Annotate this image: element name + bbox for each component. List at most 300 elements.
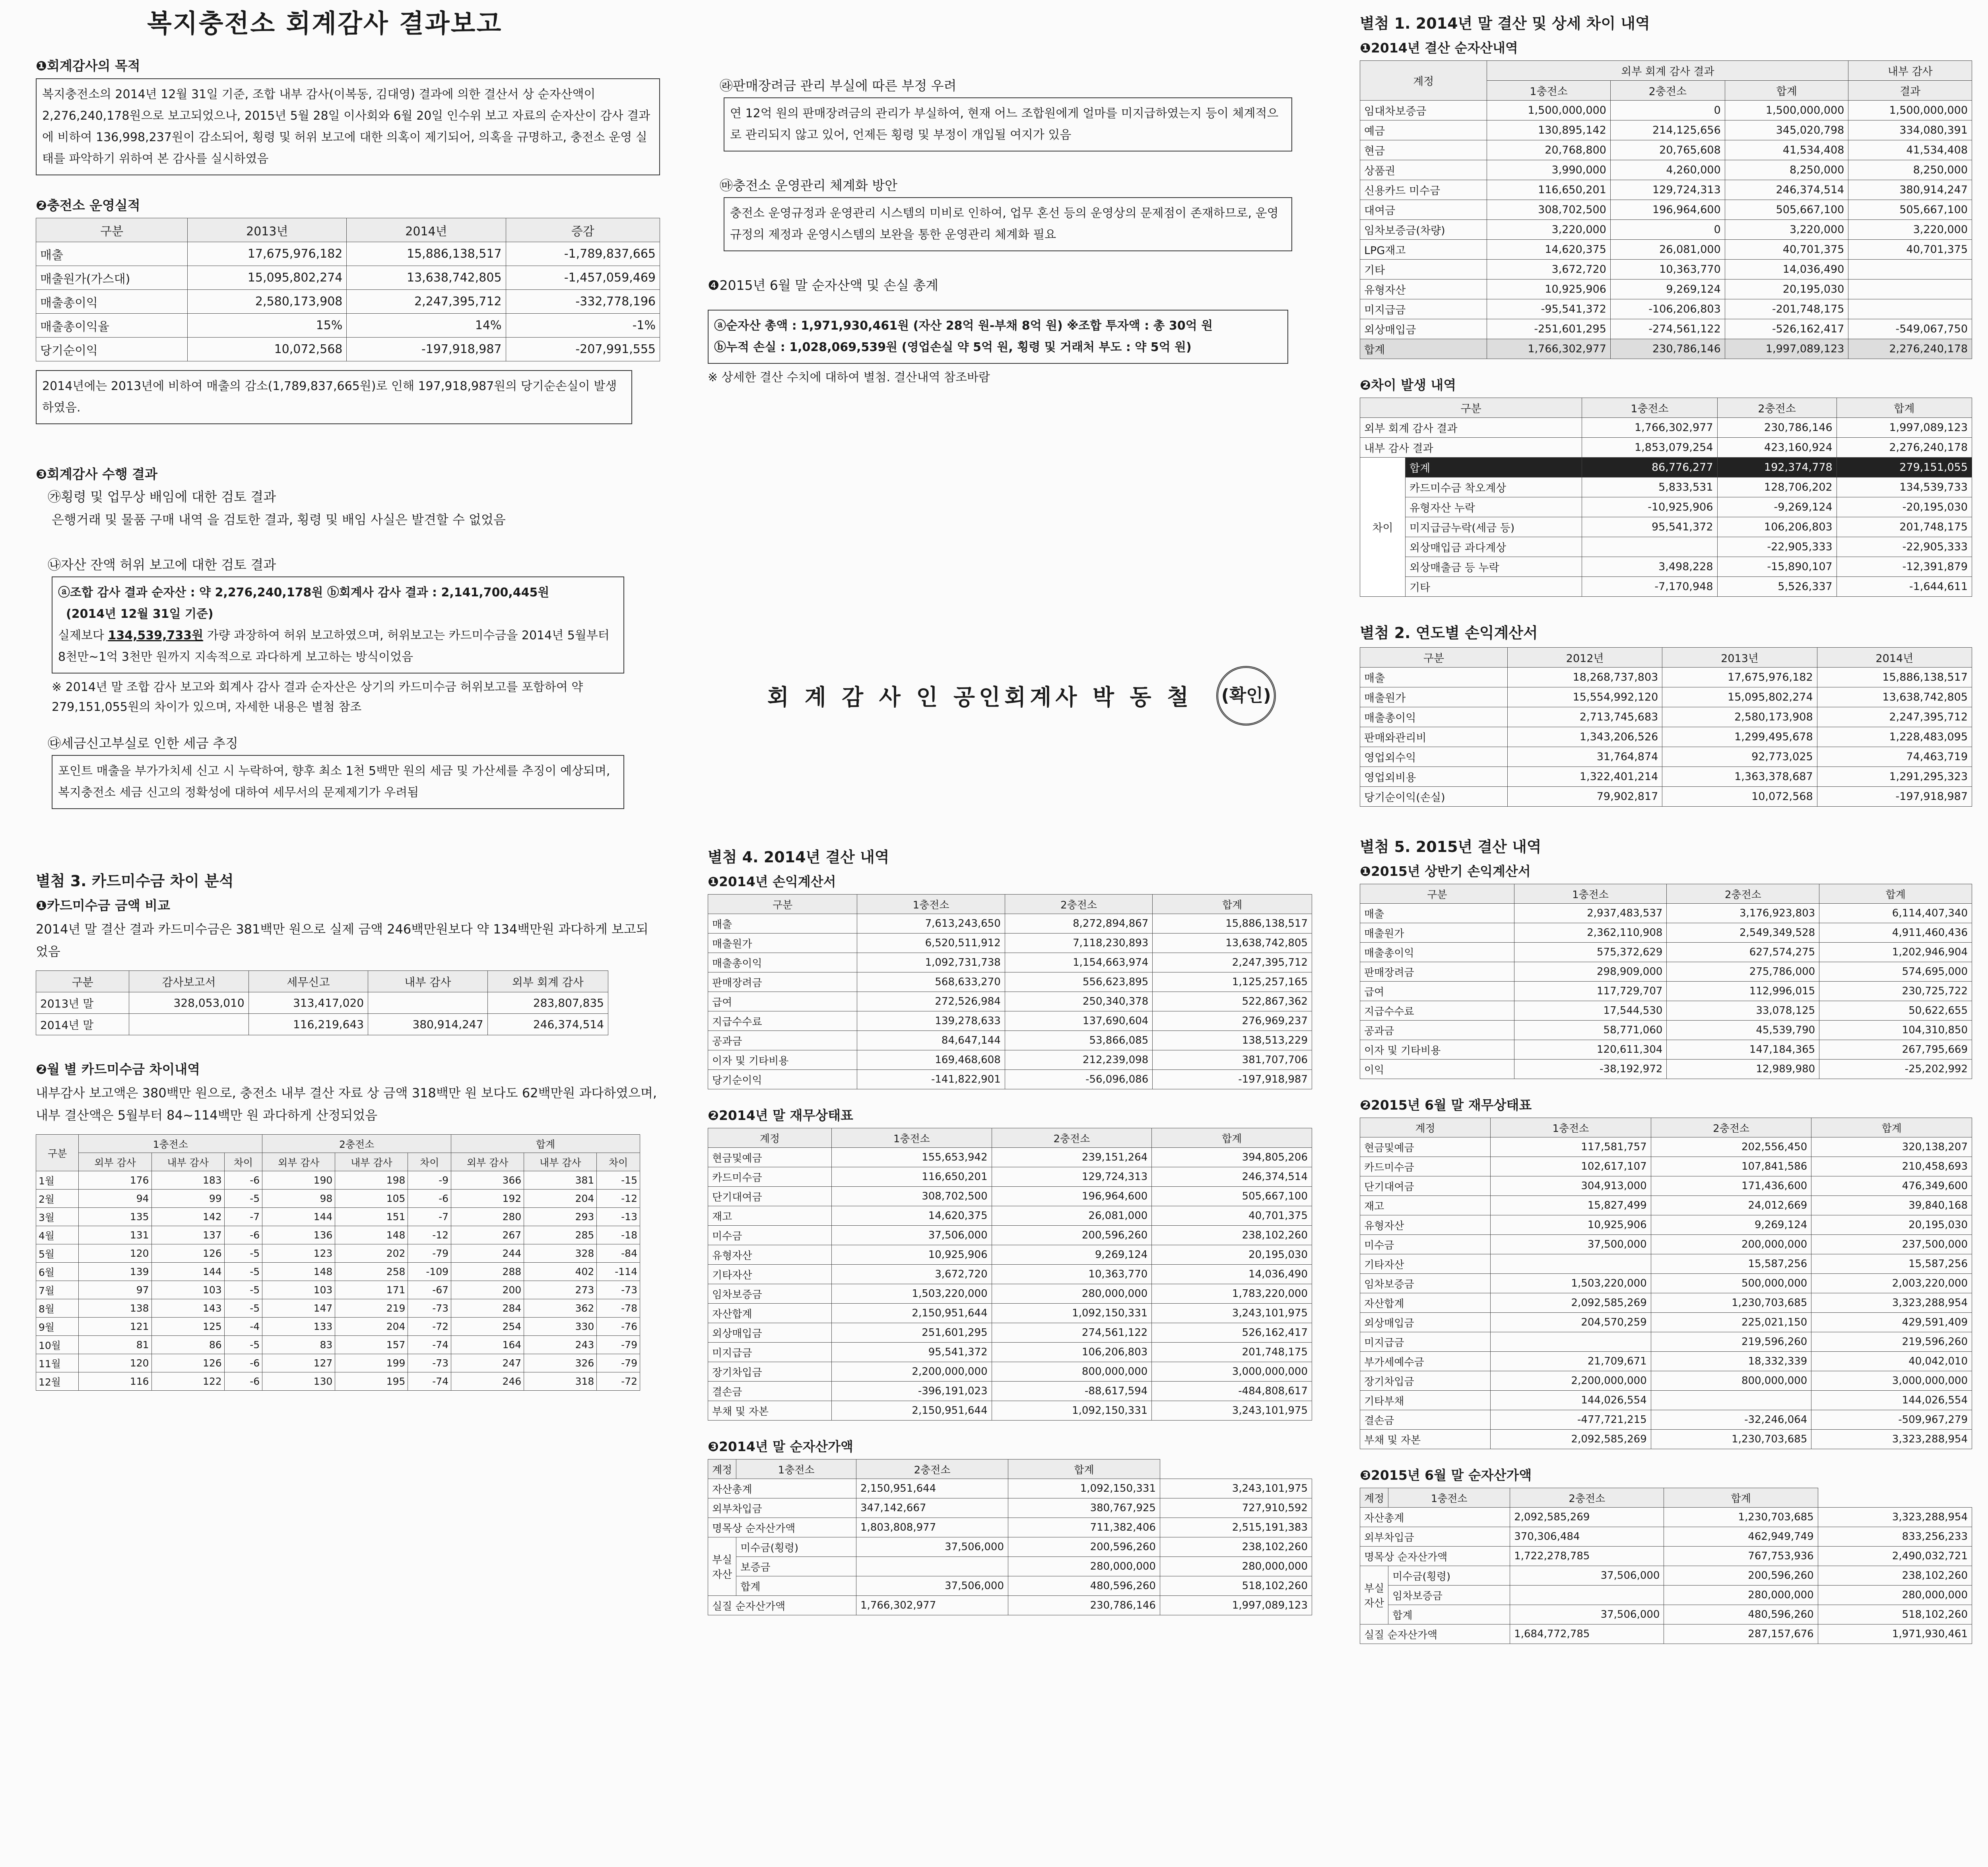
table-cell: 매출총이익율 [36,314,188,338]
table-cell: 8,250,000 [1848,160,1972,180]
table-row [708,1401,1312,1421]
table-row [1360,180,1972,200]
table-cell: 522,867,362 [1153,992,1312,1011]
table-row [36,1208,640,1226]
column-header: 외부 감사 [262,1153,335,1171]
table-cell: -6 [224,1372,262,1391]
table-cell: 134,539,733 [1837,477,1972,497]
table-cell: 1,500,000,000 [1848,101,1972,120]
table-cell: -67 [408,1281,451,1299]
table-cell: 81 [79,1336,151,1354]
table-cell: 196,964,600 [1610,200,1725,220]
table-cell: 190 [262,1171,335,1190]
table-cell: 2,580,173,908 [188,290,347,314]
table-row [36,1014,608,1035]
table-cell: -22,905,333 [1717,537,1837,557]
table-cell: 40,042,010 [1811,1352,1972,1371]
table-cell: 2,276,240,178 [1848,339,1972,359]
table-cell: 3,672,720 [831,1265,992,1284]
table-cell: 합계 [1360,339,1487,359]
table-cell: -20,195,030 [1837,497,1972,517]
table-cell: 280 [451,1208,524,1226]
right-column [1360,0,1972,1644]
section2-note: 2014년에는 2013년에 비하여 매출의 감소(1,789,837,665원)로 인해 197,918,987원의 당기순손실이 발생하였음. [36,370,632,424]
att1-t1-title: ❶2014년 결산 순자산내역 [1360,40,1518,56]
section4-box [708,310,1288,364]
table-cell: 1,997,089,123 [1837,418,1972,438]
table-cell: 574,695,000 [1819,962,1972,982]
table-cell: 37,506,000 [1510,1566,1664,1586]
table-cell: 144,026,554 [1811,1391,1972,1410]
table-cell: 보증금 [736,1557,856,1576]
table-cell: 37,506,000 [856,1537,1008,1557]
middle-column [708,0,1320,1615]
table-row [708,1537,1312,1557]
section4-heading: ❹2015년 6월 말 순자산액 및 손실 총계 [708,278,939,293]
left-column [36,0,660,1391]
table-cell: 273 [524,1281,597,1299]
table-cell: -15 [597,1171,640,1190]
table-cell [1848,279,1972,299]
table-cell: 40,701,375 [1848,240,1972,260]
table-cell: 재고 [708,1206,832,1226]
table-cell: 275,786,000 [1667,962,1819,982]
table-cell: 195 [335,1372,408,1391]
table-cell: 246,374,514 [1725,180,1848,200]
column-header: 1충전소 [831,1128,992,1148]
table-cell: 1,125,257,165 [1153,972,1312,992]
table-cell: -332,778,196 [506,290,660,314]
table-cell: 328,053,010 [129,992,248,1014]
table-cell: 201,748,175 [1152,1343,1312,1362]
table-cell: 1,803,808,977 [856,1518,1008,1537]
table-cell: 0 [1610,101,1725,120]
table-cell: -274,561,122 [1610,319,1725,339]
table-row [1360,1254,1972,1274]
table-cell: 272,526,984 [857,992,1005,1011]
table-cell: 판매와관리비 [1360,727,1508,747]
section3e-title: ㉲충전소 운영관리 체계화 방안 [720,178,898,193]
table-cell: 37,500,000 [1491,1235,1651,1254]
table-cell: 219,596,260 [1651,1332,1811,1352]
column-header: 외부 감사 [451,1153,524,1171]
table-cell: 상품권 [1360,160,1487,180]
table-cell: 3,672,720 [1487,260,1611,279]
table-cell: 1,684,772,785 [1510,1624,1664,1644]
table-row [1360,1157,1972,1176]
table-cell [368,992,487,1014]
table-row [36,1226,640,1244]
section3a-body: 은행거래 및 물품 구매 내역 을 검토한 결과, 횡령 및 배임 사실은 발견할 수 없었음 [52,512,506,527]
table-cell: 244 [451,1244,524,1263]
table-cell: 급여 [1360,982,1514,1001]
table-cell: 2,580,173,908 [1662,707,1817,727]
table-cell: 8,250,000 [1725,160,1848,180]
table-row [1360,557,1972,577]
section3d-title: ㉱판매장려금 관리 부실에 따른 부정 우려 [720,78,957,93]
table-cell: -95,541,372 [1487,299,1611,319]
column-header: 내부 감사 [335,1153,408,1171]
table-cell: 18,268,737,803 [1508,668,1662,687]
table-cell: 230,786,146 [1717,418,1837,438]
table-cell: 204 [524,1190,597,1208]
table-cell: 1월 [36,1171,79,1190]
table-cell: 매출총이익 [36,290,188,314]
table-cell: 1,997,089,123 [1160,1596,1312,1615]
column-header: 1충전소 [857,895,1005,914]
table-cell: 117,581,757 [1491,1137,1651,1157]
table-cell: 미지급금누락(세금 등) [1405,517,1582,537]
att4-t2-title: ❷2014년 말 재무상태표 [708,1108,853,1123]
table-cell: 15,827,499 [1491,1196,1651,1215]
table-cell: 247 [451,1354,524,1372]
table-row [1360,982,1972,1001]
column-header: 외부 감사 [79,1153,151,1171]
table-cell: -13 [597,1208,640,1226]
report-title: 복지충전소 회계감사 결과보고 [147,9,503,39]
att5-t2-title: ❷2015년 6월 말 재무상태표 [1360,1097,1532,1113]
table-cell: 4,911,460,436 [1819,923,1972,943]
table-cell: 합계 [1388,1605,1510,1624]
net-assets-detail-table: 계정 외부 회계 감사 결과 내부 감사 1충전소 2충전소 합계 결과 임대차보증금 1,500,000,000 0 1,500,000,000 1,500,000,000 예금 130,895,142 214,125,656 345,020,798 334,080,391 현금 20,768,800 20,765,608 41,534,408 41,534,408 상품권 3,990,000 4,260,000 8,250,000 8,250,000 신용카드 미수금 116,650,201 129,724,313 246,374,514 380,914,247 대여금 308,702,500 196,964,600 505,667,100 505,667,100 임차보증금(차량) 3,220,000 0 3,220,000 3,220,000 LPG재고 14,620,375 26,081,000 40,701,375 40,701,375 기타 3,672,720 10,363,770 14,036,490 유형자산 10,925,906 9,269,124 20,195,030 미지급금 -95,541,372 -106,206,803 -201,748,175 외상매입금 -251,601,295 -274,561,122 -526,162,417 -549,067,750 합계 1,766,302,977 230,786,146 1,997,089,123 2,276,240,178 [1360,60,1972,359]
table-cell: 293 [524,1208,597,1226]
table-cell: 1,154,663,974 [1005,953,1153,972]
table-cell: 37,506,000 [831,1226,992,1245]
table-cell: 201,748,175 [1837,517,1972,537]
table-row [708,1070,1312,1089]
table-cell: 1,230,703,685 [1651,1293,1811,1313]
column-header: 1충전소 [1491,1118,1651,1137]
table-cell: 274,561,122 [992,1323,1152,1343]
column-header: 2충전소 [1667,884,1819,904]
auditor-name: 회 계 감 사 인 공인회계사 박 동 철 [767,685,1193,710]
table-cell: 320,138,207 [1811,1137,1972,1157]
table-cell: 3,323,288,954 [1811,1430,1972,1449]
table-cell: 148 [335,1226,408,1244]
table-cell: 2,200,000,000 [1491,1371,1651,1391]
table-cell: 15,587,256 [1651,1254,1811,1274]
table-cell: -88,617,594 [992,1382,1152,1401]
att1-heading: 별첨 1. 2014년 말 결산 및 상세 차이 내역 [1360,15,1650,32]
table-cell: 1,766,302,977 [1487,339,1611,359]
table-cell: 1,997,089,123 [1725,339,1848,359]
section3b-title: ㉯자산 잔액 허위 보고에 대한 검토 결과 [48,557,276,573]
table-cell: 3,243,101,975 [1152,1304,1312,1323]
table-cell: 116,219,643 [248,1014,368,1035]
section4-line1: ⓐ순자산 총액 : 1,971,930,461원 (자산 28억 원-부채 8억 원) ※조합 투자액 : 총 30억 원 [714,319,1213,333]
table-cell: 실질 순자산가액 [1360,1624,1510,1644]
table-cell: 33,078,125 [1667,1001,1819,1021]
table-cell: 200,596,260 [992,1226,1152,1245]
table-cell: 결손금 [708,1382,832,1401]
table-cell: 94 [79,1190,151,1208]
column-header: 2012년 [1508,648,1662,668]
table-cell: 104,310,850 [1819,1021,1972,1040]
table-row [1360,1410,1972,1430]
column-header: 구분 [36,218,188,242]
table-cell: -114 [597,1263,640,1281]
table-row [1360,787,1972,807]
table-cell: -197,918,987 [347,338,506,361]
table-cell: 10월 [36,1336,79,1354]
table-cell: 37,506,000 [856,1576,1008,1596]
income-2014-table [708,894,1312,1089]
table-cell: 20,765,608 [1610,140,1725,160]
column-header: 2충전소 [1005,895,1153,914]
table-cell: 526,162,417 [1152,1323,1312,1343]
table-cell: 136 [262,1226,335,1244]
table-cell: -7 [224,1208,262,1226]
table-cell: 합계 [1405,458,1582,477]
table-cell: 영업외수익 [1360,747,1508,767]
table-cell: 2,247,395,712 [347,290,506,314]
table-cell: 210,458,693 [1811,1157,1972,1176]
table-row [1360,1137,1972,1157]
column-header: 구분 [1360,648,1508,668]
table-cell: 394,805,206 [1152,1148,1312,1167]
table-cell: 86 [151,1336,224,1354]
column-header: 합계 [1153,895,1312,914]
table-cell: 14,620,375 [831,1206,992,1226]
table-row [1360,537,1972,557]
table-cell: -84 [597,1244,640,1263]
table-cell: -1,457,059,469 [506,266,660,290]
table-cell: 공과금 [708,1031,857,1050]
table-cell: 9,269,124 [1651,1215,1811,1235]
table-cell: -1% [506,314,660,338]
table-cell: 97 [79,1281,151,1299]
yearly-income-table [1360,647,1972,807]
table-cell: 308,702,500 [831,1187,992,1206]
table-cell: 429,591,409 [1811,1313,1972,1332]
table-cell: 1,230,703,685 [1664,1508,1818,1527]
table-cell: -56,096,086 [1005,1070,1153,1089]
table-row [708,1226,1312,1245]
column-header: 합계 [1811,1118,1972,1137]
table-cell: 2,515,191,383 [1160,1518,1312,1537]
table-cell: 5월 [36,1244,79,1263]
table-cell: 기타자산 [708,1265,832,1284]
table-cell: 200,000,000 [1651,1235,1811,1254]
table-cell: 1,228,483,095 [1817,727,1972,747]
table-cell: 외상매입금 [708,1323,832,1343]
table-cell: 15,587,256 [1811,1254,1972,1274]
table-cell: 7월 [36,1281,79,1299]
table-row [1360,1586,1972,1605]
table-cell: 200,596,260 [1008,1537,1160,1557]
table-cell: 13,638,742,805 [347,266,506,290]
table-cell: -5 [224,1190,262,1208]
balance-2014-table [708,1128,1312,1421]
table-cell: 125 [151,1318,224,1336]
table-cell: 568,633,270 [857,972,1005,992]
table-cell: 대여금 [1360,200,1487,220]
table-cell: 330 [524,1318,597,1336]
table-cell: 매출총이익 [1360,707,1508,727]
table-cell: LPG재고 [1360,240,1487,260]
table-cell: 133 [262,1318,335,1336]
table-cell: 279,151,055 [1837,458,1972,477]
table-cell: 매출원가(가스대) [36,266,188,290]
table-cell: 단기대여금 [708,1187,832,1206]
table-row [1360,1274,1972,1293]
table-cell: 37,506,000 [1510,1605,1664,1624]
table-cell: 20,195,030 [1152,1245,1312,1265]
table-cell: -72 [597,1372,640,1391]
net-assets-2014-table [708,1459,1312,1615]
monthly-card-diff-table: 구분 1충전소 2충전소 합계 외부 감사 내부 감사 차이 외부 감사 내부 감사 차이 외부 감사 내부 감사 차이 1월 176 183 -6 190 198 -9 366 381 -15 2월 94 99 -5 98 105 -6 192 204 -12 3월 135 142 -7 144 151 -7 280 293 -13 4월 131 137 -6 136 148 -12 267 285 -18 5월 120 126 -5 123 202 -79 244 328 -84 6월 139 144 -5 148 258 -109 288 402 -114 7월 97 103 -5 103 171 -67 200 273 -73 8월 138 143 -5 147 219 -73 284 362 -78 9월 121 125 -4 133 204 -72 254 330 -76 10월 81 86 -5 83 157 -74 164 243 -79 11월 120 126 -6 127 199 -73 247 326 -79 12월 116 122 -6 130 195 -74 246 318 -72 [36,1134,640,1391]
table-cell: 41,534,408 [1725,140,1848,160]
table-cell: 15,886,138,517 [1817,668,1972,687]
table-cell: 2월 [36,1190,79,1208]
table-cell: 15,095,802,274 [188,266,347,290]
table-cell: 214,125,656 [1610,120,1725,140]
table-cell: 4월 [36,1226,79,1244]
table-row [1360,668,1972,687]
table-cell: 1,322,401,214 [1508,767,1662,787]
att3-t2-title: ❷월 별 카드미수금 차이내역 [36,1062,200,1077]
table-row [708,1206,1312,1226]
table-row [1360,319,1972,339]
table-cell: 카드미수금 [1360,1157,1491,1176]
table-cell: 202,556,450 [1651,1137,1811,1157]
column-header: 구분 [708,895,857,914]
table-row [1360,747,1972,767]
table-cell: 지급수수료 [1360,1001,1514,1021]
table-row [708,1382,1312,1401]
table-cell: 1,766,302,977 [1582,418,1717,438]
table-cell: 476,349,600 [1811,1176,1972,1196]
table-row [1360,1021,1972,1040]
table-cell: -78 [597,1299,640,1318]
table-cell: 129,724,313 [1610,180,1725,200]
att5-heading: 별첨 5. 2015년 결산 내역 [1360,838,1541,856]
table-cell: 내부 감사 결과 [1360,438,1582,458]
table-cell: 3,220,000 [1487,220,1611,240]
table-cell: 임차보증금(차량) [1360,220,1487,240]
table-cell: 미수금(횡령) [736,1537,856,1557]
table-row [1360,1196,1972,1215]
table-cell: 280,000,000 [992,1284,1152,1304]
table-cell: 매출 [1360,904,1514,923]
table-cell: -207,991,555 [506,338,660,361]
table-cell: 3,243,101,975 [1152,1401,1312,1421]
table-cell: 147 [262,1299,335,1318]
table-cell: -1,789,837,665 [506,242,660,266]
table-row [708,1362,1312,1382]
table-cell: 9,269,124 [992,1245,1152,1265]
table-cell: 카드미수금 [708,1167,832,1187]
table-cell: 2,092,585,269 [1491,1430,1651,1449]
table-cell: 204,570,259 [1491,1313,1651,1332]
table-cell: 505,667,100 [1152,1187,1312,1206]
table-row [1360,1352,1972,1371]
table-cell: 14,036,490 [1152,1265,1312,1284]
table-cell: 2,150,951,644 [831,1304,992,1323]
table-cell: -5 [224,1263,262,1281]
table-row [1360,438,1972,458]
table-row [1360,240,1972,260]
table-cell: 267,795,669 [1819,1040,1972,1060]
table-cell: 3,220,000 [1848,220,1972,240]
table-cell: 2,247,395,712 [1817,707,1972,727]
section4-line2: ⓑ누적 손실 : 1,028,069,539원 (영업손실 약 5억 원, 횡령 및 거래처 부도 : 약 5억 원) [714,340,1192,354]
table-cell: 106,206,803 [992,1343,1152,1362]
table-cell: 매출원가 [1360,687,1508,707]
table-cell: 246,374,514 [487,1014,608,1035]
table-cell: -6 [224,1171,262,1190]
table-cell: 131 [79,1226,151,1244]
table-cell: 미지급금 [1360,299,1487,319]
table-cell: 380,767,925 [1008,1498,1160,1518]
table-cell: 196,964,600 [992,1187,1152,1206]
table-cell: 2,362,110,908 [1514,923,1667,943]
table-cell: 3,990,000 [1487,160,1611,180]
table-cell: 243 [524,1336,597,1354]
table-cell: 370,306,484 [1510,1527,1664,1547]
section4-note: ※ 상세한 결산 수치에 대하여 별첨. 결산내역 참조바람 [708,371,990,384]
table-cell: 2,200,000,000 [831,1362,992,1382]
table-cell: 장기차입금 [708,1362,832,1382]
table-cell: -10,925,906 [1582,497,1717,517]
att3-t2-body: 내부감사 보고액은 380백만 원으로, 충전소 내부 결산 자료 상 금액 318백만 원 보다도 62백만원 과다하였으며, 내부 결산액은 5월부터 84~114백만 원 과다하게 산정되었음 [36,1085,657,1123]
table-cell: 58,771,060 [1514,1021,1667,1040]
column-header: 구분 [1360,884,1514,904]
table-cell: -7 [408,1208,451,1226]
table-cell: 284 [451,1299,524,1318]
table-row [1360,962,1972,982]
table-cell: 부가세예수금 [1360,1352,1491,1371]
table-cell: 143 [151,1299,224,1318]
table-cell: 2,092,585,269 [1510,1508,1664,1527]
table-row [708,992,1312,1011]
table-cell: 10,072,568 [1662,787,1817,807]
table-cell: 103 [262,1281,335,1299]
table-cell: 6,520,511,912 [857,934,1005,953]
table-cell: -197,918,987 [1153,1070,1312,1089]
table-cell: 462,949,749 [1664,1527,1818,1547]
table-cell: 74,463,719 [1817,747,1972,767]
column-header: 증감 [506,218,660,242]
table-cell: 254 [451,1318,524,1336]
table-cell: 17,675,976,182 [188,242,347,266]
table-cell: 112,996,015 [1667,982,1819,1001]
table-cell: -201,748,175 [1725,299,1848,319]
table-cell: 129,724,313 [992,1167,1152,1187]
table-cell: 1,299,495,678 [1662,727,1817,747]
table-row [708,1343,1312,1362]
table-cell: -74 [408,1336,451,1354]
table-cell [1510,1586,1664,1605]
column-header: 구분 [36,971,129,992]
table-cell: 212,239,098 [1005,1050,1153,1070]
table-cell: 8,272,894,867 [1005,914,1153,934]
table-row [1360,1527,1972,1547]
table-cell: 169,468,608 [857,1050,1005,1070]
table-cell: 142 [151,1208,224,1226]
table-cell: -5 [224,1281,262,1299]
section3b-line2: (2014년 12월 31일 기준) [66,607,214,621]
table-cell: 14% [347,314,506,338]
table-cell: 매출 [708,914,857,934]
table-row [1360,1235,1972,1254]
table-row [708,1187,1312,1206]
table-cell: 10,925,906 [1487,279,1611,299]
table-cell: 86,776,277 [1582,458,1717,477]
table-cell: 298,909,000 [1514,962,1667,982]
table-row [708,1245,1312,1265]
table-row [36,1354,640,1372]
